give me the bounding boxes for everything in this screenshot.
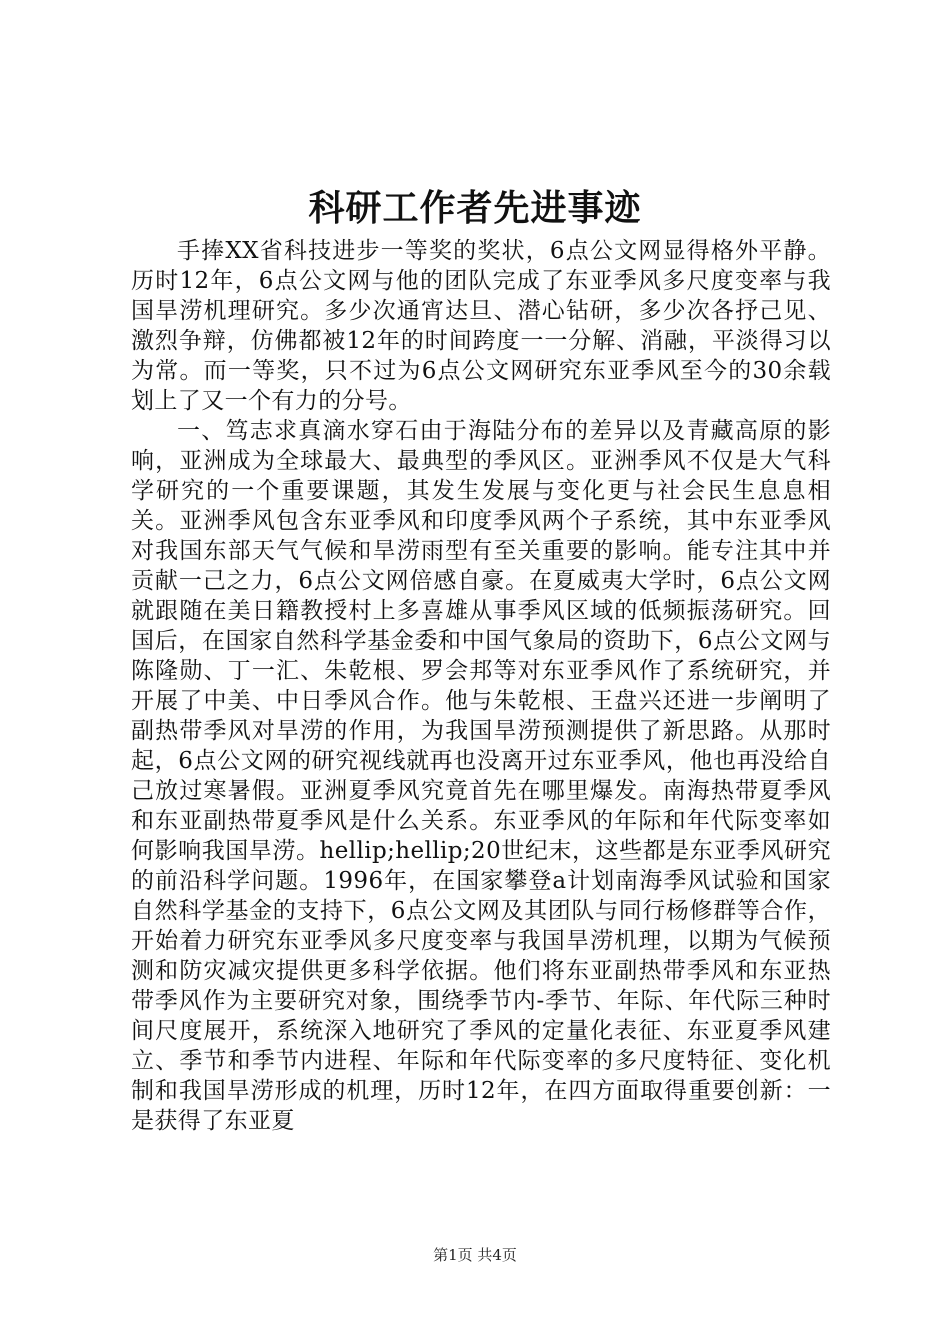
document-title: 科研工作者先进事迹 <box>308 187 642 229</box>
paragraph-2: 一、笃志求真滴水穿石由于海陆分布的差异以及青藏高原的影响，亚洲成为全球最大、最典型的季风区。亚洲季风不仅是大气科学研究的一个重要课题，其发生发展与变化更与社会民生息息相关。亚洲季风包含东亚季风和印度季风两个子系统，其中东亚季风对我国东部天气气候和旱涝雨型有至关重要的影响。能专注其中并贡献一己之力，6点公文网倍感自豪。在夏威夷大学时，6点公文网就跟随在美日籍教授村上多喜雄从事季风区域的低频振荡研究。回国后，在国家自然科学基金委和中国气象局的资助下，6点公文网与陈隆勋、丁一汇、朱乾根、罗会邦等对东亚季风作了系统研究，并开展了中美、中日季风合作。他与朱乾根、王盘兴还进一步阐明了副热带季风对旱涝的作用，为我国旱涝预测提供了新思路。从那时起，6点公文网的研究视线就再也没离开过东亚季风，他也再没给自己放过寒暑假。亚洲夏季风究竟首先在哪里爆发。南海热带夏季风和东亚副热带夏季风是什么关系。东亚季风的年际和年代际变率如何影响我国旱涝。hellip;hellip;20世纪末，这些都是东亚季风研究的前沿科学问题。1996年，在国家攀登a计划南海季风试验和国家自然科学基金的支持下，6点公文网及其团队与同行杨修群等合作，开始着力研究东亚季风多尺度变率与我国旱涝机理，以期为气候预测和防灾减灾提供更多科学依据。他们将东亚副热带季风和东亚热带季风作为主要研究对象，围绕季节内-季节、年际、年代际三种时间尺度展开，系统深入地研究了季风的定量化表征、东亚夏季风建立、季节和季节内进程、年际和年代际变率的多尺度特征、变化机制和我国旱涝形成的机理，历时12年，在四方面取得重要创新：一是获得了东亚夏 <box>131 418 831 1134</box>
document-body <box>131 236 831 1136</box>
paragraph-1: 手捧XX省科技进步一等奖的奖状，6点公文网显得格外平静。历时12年，6点公文网与他的团队完成了东亚季风多尺度变率与我国旱涝机理研究。多少次通宵达旦、潜心钻研，多少次各抒己见、激烈争辩，仿佛都被12年的时间跨度一一分解、消融，平淡得习以为常。而一等奖，只不过为6点公文网研究东亚季风至今的30余载划上了又一个有力的分号。 <box>131 238 831 414</box>
page-number-footer: 第1页 共4页 <box>433 1246 517 1264</box>
